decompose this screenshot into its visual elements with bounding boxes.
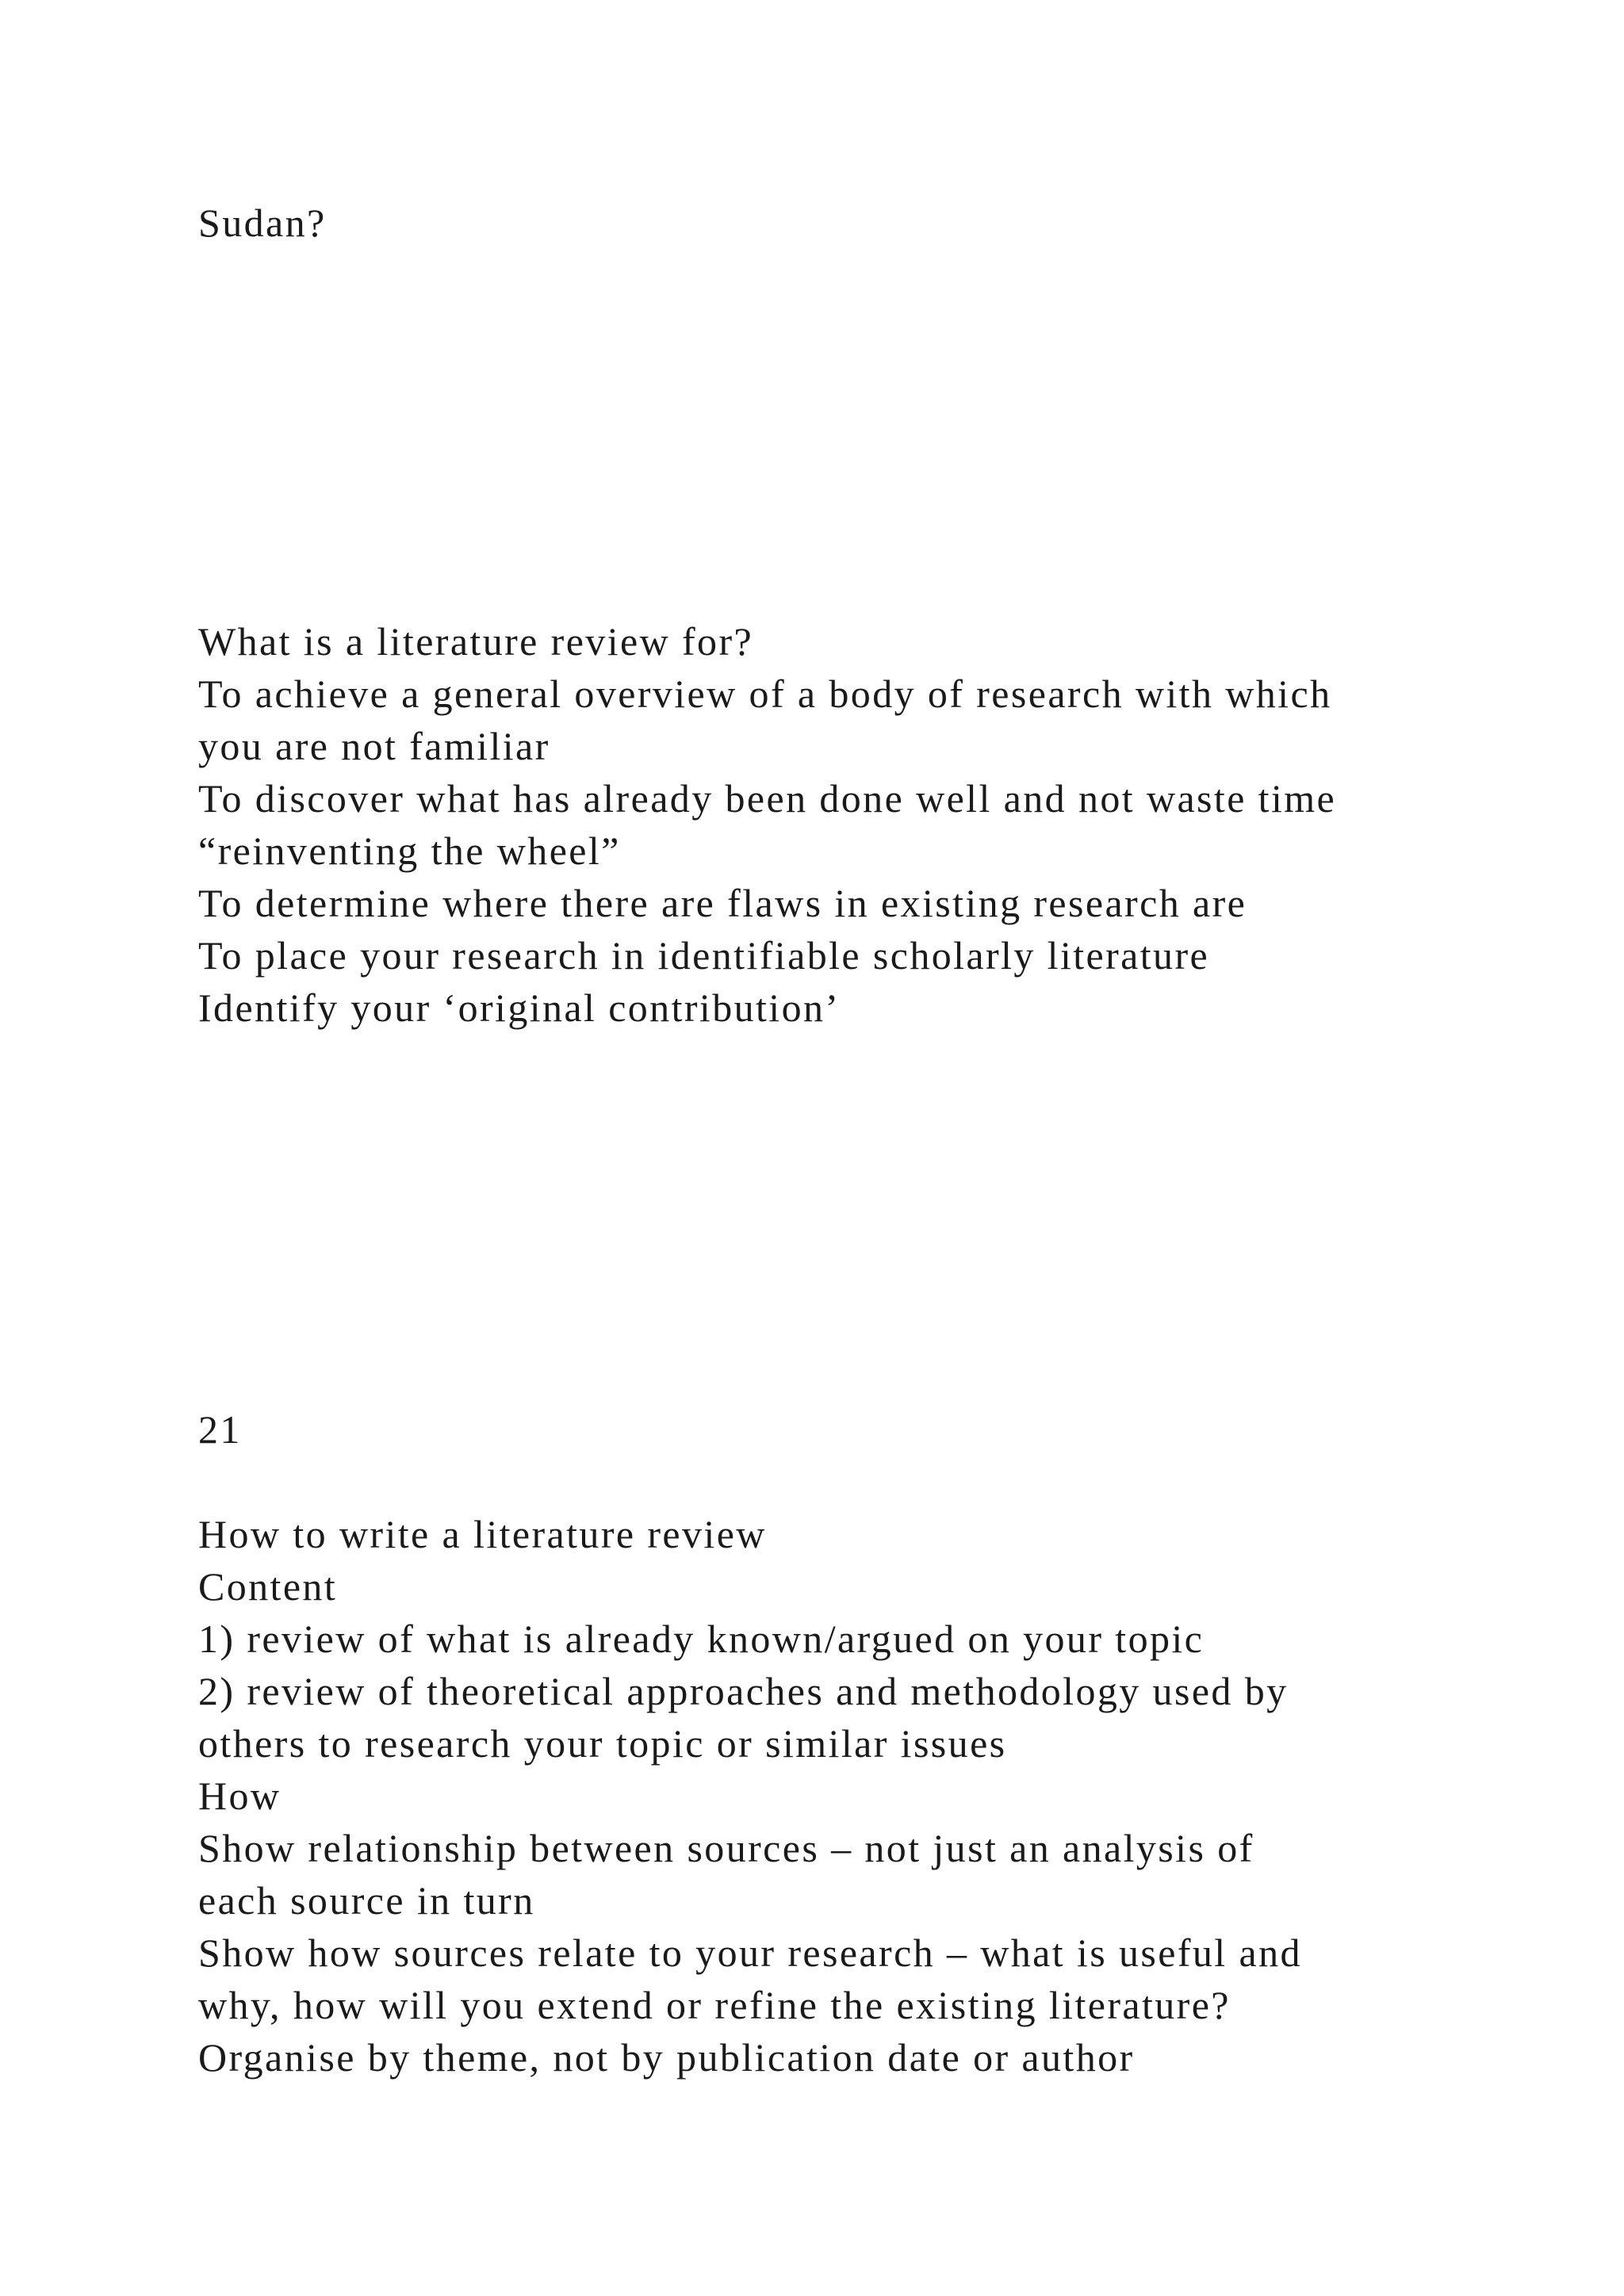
howto-line: How [198,1774,282,1818]
purpose-line: To place your research in identifiable scholarly literature [198,933,1210,978]
howto-line: others to research your topic or similar issues [198,1721,1007,1766]
purpose-line: “reinventing the wheel” [198,828,621,873]
page-number-block [198,1403,242,1456]
howto-line: each source in turn [198,1878,535,1923]
howto-line: Content [198,1564,338,1609]
howto-line: Show how sources relate to your research – what is useful and [198,1931,1302,1975]
howto-heading: How to write a literature review [198,1512,767,1556]
purpose-line: To achieve a general overview of a body of research with which [198,672,1332,716]
purpose-line: Identify your ‘original contribution’ [198,985,841,1030]
howto-line: Organise by theme, not by publication date or author [198,2035,1135,2080]
page-number: 21 [198,1407,242,1452]
howto-line: why, how will you extend or refine the existing literature? [198,1983,1231,2027]
purpose-line: To determine where there are flaws in existing research are [198,881,1247,925]
purpose-heading: What is a literature review for? [198,619,754,664]
howto-line: 1) review of what is already known/argued on your topic [198,1617,1205,1661]
howto-line: 2) review of theoretical approaches and methodology used by [198,1669,1289,1713]
top-fragment-text: Sudan? [198,201,327,245]
purpose-section [198,615,1336,1034]
purpose-line: To discover what has already been done well and not waste time [198,776,1337,821]
purpose-line: you are not familiar [198,724,550,768]
howto-section [198,1508,1302,2084]
howto-line: Show relationship between sources – not just an analysis of [198,1826,1254,1870]
top-fragment-block [198,197,327,249]
